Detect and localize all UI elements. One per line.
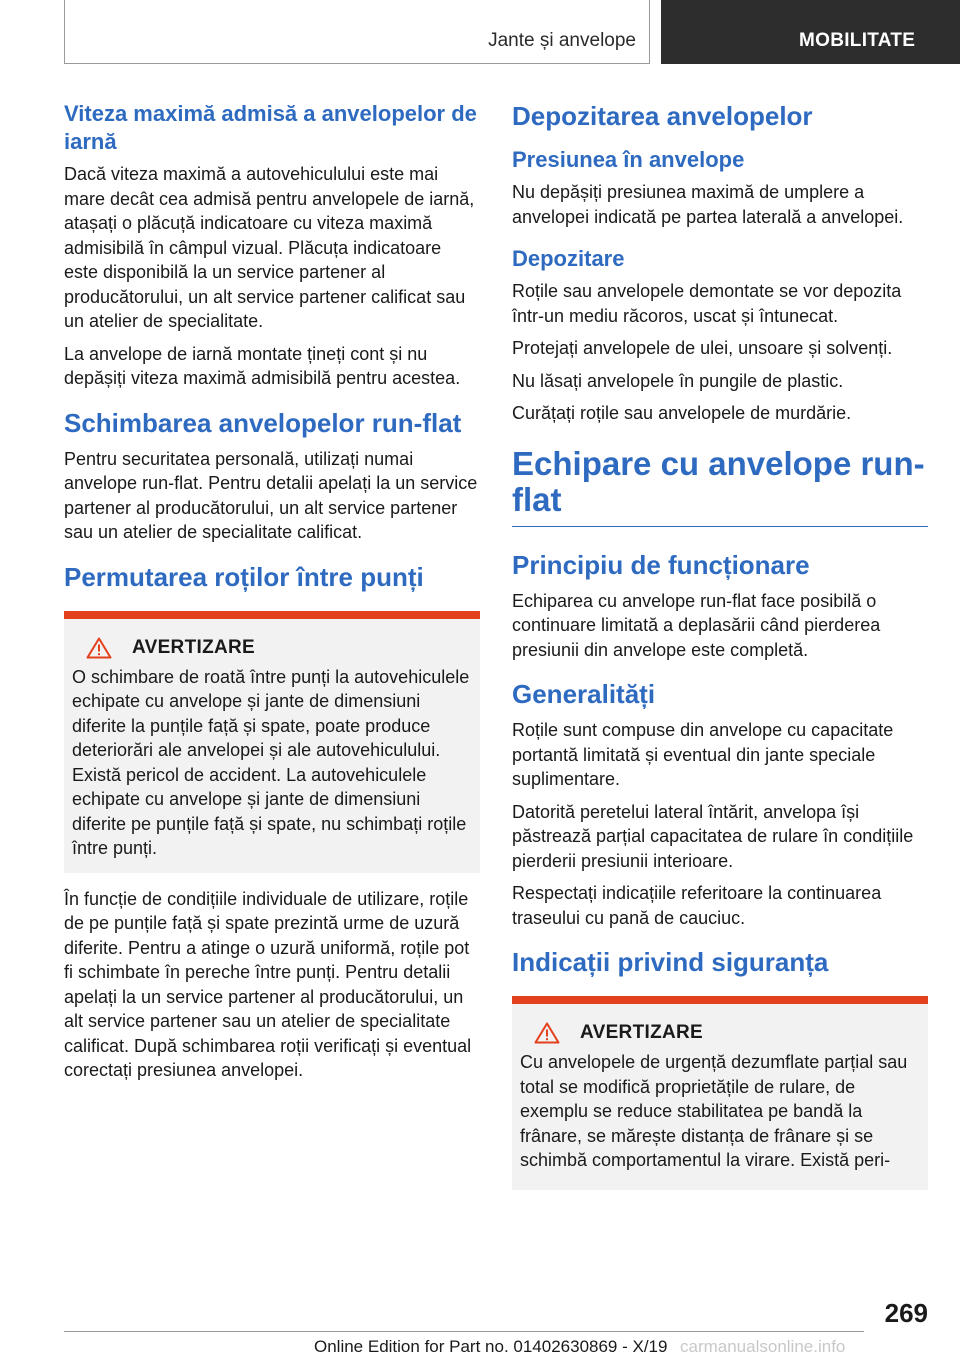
warning-text-safety: Cu anvelopele de urgență dezumflate parțial sau total se modifică proprietățile de rulare, de exemplu se reduce stabilitatea pe bandă la frânare, se mărește distanța de frânare și se schimbă comportamentul la virare. Există peri-	[520, 1052, 908, 1170]
page-number: 269	[884, 1298, 928, 1328]
warning-triangle-icon	[534, 1022, 560, 1044]
header-bottom-rule	[64, 63, 650, 64]
paragraph-principle: Echiparea cu anvelope run-flat face posibilă o continuare limitată a deplasării când pierderea presiunii din anvelope este completă.	[512, 590, 881, 660]
warning-header	[534, 1022, 922, 1044]
header-separator	[649, 0, 650, 64]
chapter-heading-runflat: Echipare cu anvelope run-flat	[512, 444, 925, 518]
paragraph-runflat-change: Pentru securitatea personală, utilizați numai anvelope run-flat. Pentru detalii apelați la un service partener al producătorului, un alt service partener sau un atelier de specialitate calificat.	[64, 448, 478, 542]
section-title: Jante și anvelope	[488, 30, 636, 51]
heading-safety: Indicații privind siguranța	[512, 947, 829, 977]
paragraph-tire-pressure: Nu depășiți presiunea maximă de umplere a anvelopei indicată pe partea laterală a anvelopei.	[512, 182, 904, 227]
paragraph-general-3: Respectați indicațiile referitoare la continuarea traseului cu pană de cauciuc.	[512, 883, 882, 928]
heading-principle: Principiu de funcționare	[512, 549, 810, 580]
warning-label: AVERTIZARE	[580, 1022, 703, 1043]
paragraph-storage-4: Curățați roțile sau anvelopele de murdărie.	[512, 403, 852, 423]
footer-watermark: carmanualsonline.info	[680, 1337, 846, 1356]
paragraph-winter-speed-2: La anvelope de iarnă montate țineți cont și nu depășiți viteza maximă admisibilă pentru acestea.	[64, 343, 461, 388]
paragraph-general-2: Datorită peretelui lateral întărit, anvelopa își păstrează parțial capacitatea de rulare în condițiile pierderii presiunii interioare.	[512, 801, 914, 871]
paragraph-wheel-swap: În funcție de condițiile individuale de utilizare, roțile de pe punțile față și spate prezintă urme de uzură diferite. Pentru a atinge o uzură uniformă, roțile pot fi schimbate în pereche între punți. Pentru detalii apelați la un service partener al producătorului, un alt service partener sau un atelier de specialitate calificat. După schimbarea roții verificați și eventual corectați presiunea anvelopei.	[64, 888, 472, 1080]
chapter-heading-block	[512, 446, 928, 527]
chapter-tab-label: MOBILITATE	[799, 30, 916, 51]
paragraph-general-1: Roțile sunt compuse din anvelope cu capacitate portantă limitată și eventual din jante speciale suplimentare.	[512, 720, 894, 789]
warning-text-wheel-swap: O schimbare de roată între punți la autovehiculele echipate cu anvelope și jante de dimensiuni diferite la punțile față și spate, poate produce deteriorări ale anvelopei și ale autovehiculului. Există pericol de accident. La autovehiculele echipate cu anvelope și jante de dimensiuni diferite pe punțile față și spate, nu schimbați roțile între punți.	[72, 666, 470, 858]
paragraph-storage-3: Nu lăsați anvelopele în pungile de plastic.	[512, 370, 844, 391]
warning-box-safety	[512, 996, 928, 1190]
heading-winter-speed: Viteza maximă admisă a anvelopelor de iarnă	[64, 101, 477, 154]
warning-label: AVERTIZARE	[132, 636, 255, 658]
paragraph-winter-speed-1: Dacă viteza maximă a autovehiculului este mai mare decât cea admisă pentru anvelopele de iarnă, atașați o plăcuță indicatoare cu viteza maximă admisibilă în câmpul vizual. Plăcuța indicatoare este disponibilă la un service partener al producătorului, un alt service partener calificat sau un atelier de specialitate.	[64, 164, 475, 331]
paragraph-storage-2: Protejați anvelopele de ulei, unsoare și solvenți.	[512, 338, 893, 358]
heading-storage: Depozitare	[512, 246, 625, 271]
footer-rule	[64, 1331, 864, 1332]
heading-runflat-change: Schimbarea anvelopelor run-flat	[64, 407, 462, 438]
heading-tire-storage: Depozitarea anvelopelor	[512, 101, 813, 131]
paragraph-storage-1: Roțile sau anvelopele demontate se vor depozita într-un mediu răcoros, uscat și întunecat.	[512, 281, 902, 326]
left-column	[64, 100, 480, 1091]
heading-general: Generalități	[512, 679, 656, 709]
right-column	[512, 100, 928, 1190]
warning-header	[86, 637, 474, 659]
footer-edition: Online Edition for Part no. 01402630869 - X/19	[314, 1337, 668, 1356]
heading-wheel-swap: Permutarea roților între punți	[64, 561, 424, 592]
heading-tire-pressure: Presiunea în anvelope	[512, 147, 745, 172]
warning-triangle-icon	[86, 637, 112, 659]
header-left-rule	[64, 0, 65, 64]
warning-box-wheel-swap	[64, 611, 480, 873]
chapter-tab	[661, 0, 960, 64]
